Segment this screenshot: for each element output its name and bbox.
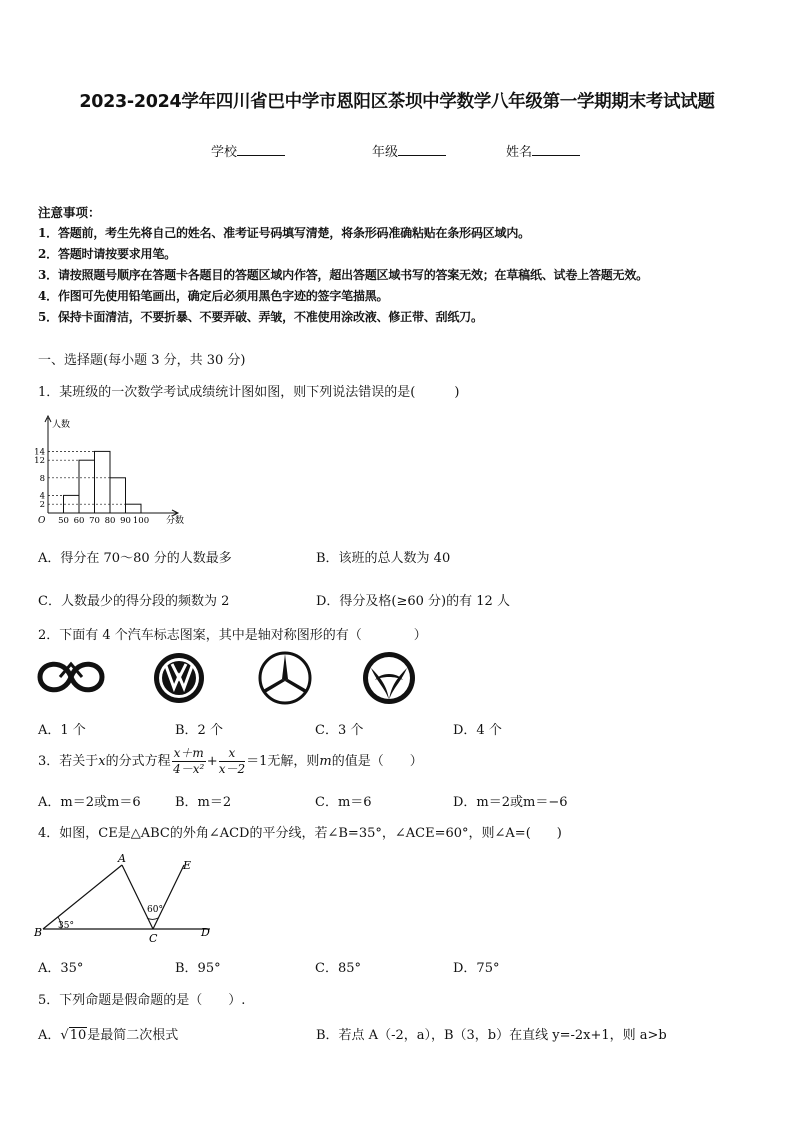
q2-option-a: A．1 个 <box>38 723 86 738</box>
x-tick-label: 50 <box>58 516 69 526</box>
school-label: 学校 <box>211 145 238 160</box>
ray-ce <box>153 865 184 929</box>
q3-fraction-2 <box>219 746 245 777</box>
question-3-stem <box>38 745 423 779</box>
grade-field <box>372 141 446 160</box>
q5-opt-a-suffix: 是最简二次根式 <box>87 1028 179 1043</box>
label-e: E <box>183 859 192 872</box>
y-tick-label: 14 <box>34 447 45 458</box>
q1-option-d: D．得分及格(≥60 分)的有 12 人 <box>316 594 510 609</box>
q3-suffix: 的值是（ ） <box>331 754 423 769</box>
q5-opt-a-radicand: 10 <box>69 1028 87 1043</box>
q3-plus: + <box>206 754 218 769</box>
notes-heading: 注意事项： <box>38 205 101 220</box>
q1-option-a: A．得分在 70～80 分的人数最多 <box>38 551 232 566</box>
label-b: B <box>34 926 43 939</box>
school-field <box>211 141 285 160</box>
x-tick-label: 80 <box>104 516 116 526</box>
note-item: 2．答题时请按要求用笔。 <box>38 247 176 261</box>
y-tick-label: 12 <box>34 456 45 467</box>
grade-label: 年级 <box>372 145 399 160</box>
q1-option-b: B．该班的总人数为 40 <box>316 551 451 566</box>
x-tick-label: 100 <box>132 516 150 526</box>
x-tick-label: 90 <box>120 516 131 526</box>
histogram-chart <box>30 410 190 530</box>
triangle-diagram <box>30 848 220 944</box>
angle-b-value: 35° <box>58 921 74 931</box>
histogram-bar <box>126 504 142 513</box>
q3-var-x: x <box>98 754 106 769</box>
sqrt-icon: √ <box>60 1028 69 1043</box>
q3-frac2-num: x <box>219 746 245 762</box>
q3-frac2-den: x－2 <box>218 762 246 776</box>
q3-var-m: m <box>319 754 332 769</box>
x-axis-label: 分数 <box>166 516 185 526</box>
q5-option-a <box>38 1024 178 1043</box>
note-item: 3．请按照题号顺序在答题卡各题目的答题区域内作答，超出答题区域书写的答案无效；在草稿纸、试卷上答题无效。 <box>38 268 648 282</box>
section-heading: 一、选择题(每小题 3 分，共 30 分) <box>38 353 246 368</box>
segment-ab <box>43 865 122 929</box>
q3-eq: ＝1无解，则 <box>246 754 320 769</box>
q3-mid: 的分式方程 <box>105 754 171 769</box>
question-5-stem: 5．下列命题是假命题的是（ ）. <box>38 993 246 1008</box>
histogram-bar <box>110 478 126 513</box>
q3-fraction-1 <box>172 746 206 777</box>
q4-option-d: D．75° <box>453 961 500 976</box>
origin-label: O <box>38 516 46 526</box>
y-axis-label: 人数 <box>52 420 71 430</box>
q3-option-a: A．m＝2或m＝6 <box>38 795 141 810</box>
x-tick-label: 70 <box>89 516 100 526</box>
label-c: C <box>149 932 158 944</box>
note-item: 5．保持卡面清洁，不要折暴、不要弄破、弄皱，不准使用涂改液、修正带、刮纸刀。 <box>38 310 483 324</box>
note-item: 1．答题前，考生先将自己的姓名、准考证号码填写清楚，将条形码准确粘贴在条形码区域内。 <box>38 226 530 240</box>
histogram-bar <box>79 460 95 513</box>
volkswagen-logo-icon <box>151 650 207 706</box>
q3-frac1-num: x＋m <box>173 746 204 760</box>
mercedes-logo-icon <box>257 650 313 706</box>
q4-option-c: C．85° <box>315 961 361 976</box>
name-label: 姓名 <box>506 145 533 160</box>
dongfeng-logo-icon <box>361 650 417 706</box>
q2-option-c: C．3 个 <box>315 723 364 738</box>
q3-option-c: C．m＝6 <box>315 795 372 810</box>
q5-opt-a-prefix: A． <box>38 1028 61 1043</box>
q3-option-b: B．m＝2 <box>175 795 232 810</box>
q4-option-a: A．35° <box>38 961 84 976</box>
q3-option-d: D．m＝2或m＝−6 <box>453 795 568 810</box>
angle-ace-arc <box>147 918 158 919</box>
y-tick-label: 2 <box>39 500 45 511</box>
label-d: D <box>201 926 210 939</box>
q2-option-d: D．4 个 <box>453 723 502 738</box>
label-a: A <box>118 852 126 865</box>
q3-prefix: 3．若关于 <box>38 754 99 769</box>
q4-option-b: B．95° <box>175 961 221 976</box>
name-field <box>506 141 580 160</box>
exam-title: 2023-2024学年四川省巴中学市恩阳区茶坝中学数学八年级第一学期期末考试试题 <box>79 92 715 112</box>
question-1-stem: 1．某班级的一次数学考试成绩统计图如图，则下列说法错误的是( ) <box>38 385 460 400</box>
y-tick-label: 8 <box>39 473 45 484</box>
histogram-bar <box>95 451 111 513</box>
q3-frac1-den: 4－x² <box>173 762 205 776</box>
segment-ac <box>122 865 153 929</box>
note-item: 4．作图可先使用铅笔画出，确定后必须用黑色字迹的签字笔描黑。 <box>38 289 389 303</box>
y-tick-label: 4 <box>39 491 45 502</box>
q5-option-b: B．若点 A（-2，a），B（3，b）在直线 y=-2x+1，则 a>b <box>316 1028 667 1043</box>
q2-option-b: B．2 个 <box>175 723 223 738</box>
q1-option-c: C．人数最少的得分段的频数为 2 <box>38 594 230 609</box>
infiniti-logo-icon <box>36 652 106 702</box>
angle-ace-value: 60° <box>147 905 163 915</box>
question-2-stem: 2．下面有 4 个汽车标志图案，其中是轴对称图形的有（ ） <box>38 628 427 643</box>
question-4-stem: 4．如图，CE是△ABC的外角∠ACD的平分线，若∠B=35°，∠ACE=60°，则∠A=( ) <box>38 826 562 841</box>
x-tick-label: 60 <box>73 516 85 526</box>
